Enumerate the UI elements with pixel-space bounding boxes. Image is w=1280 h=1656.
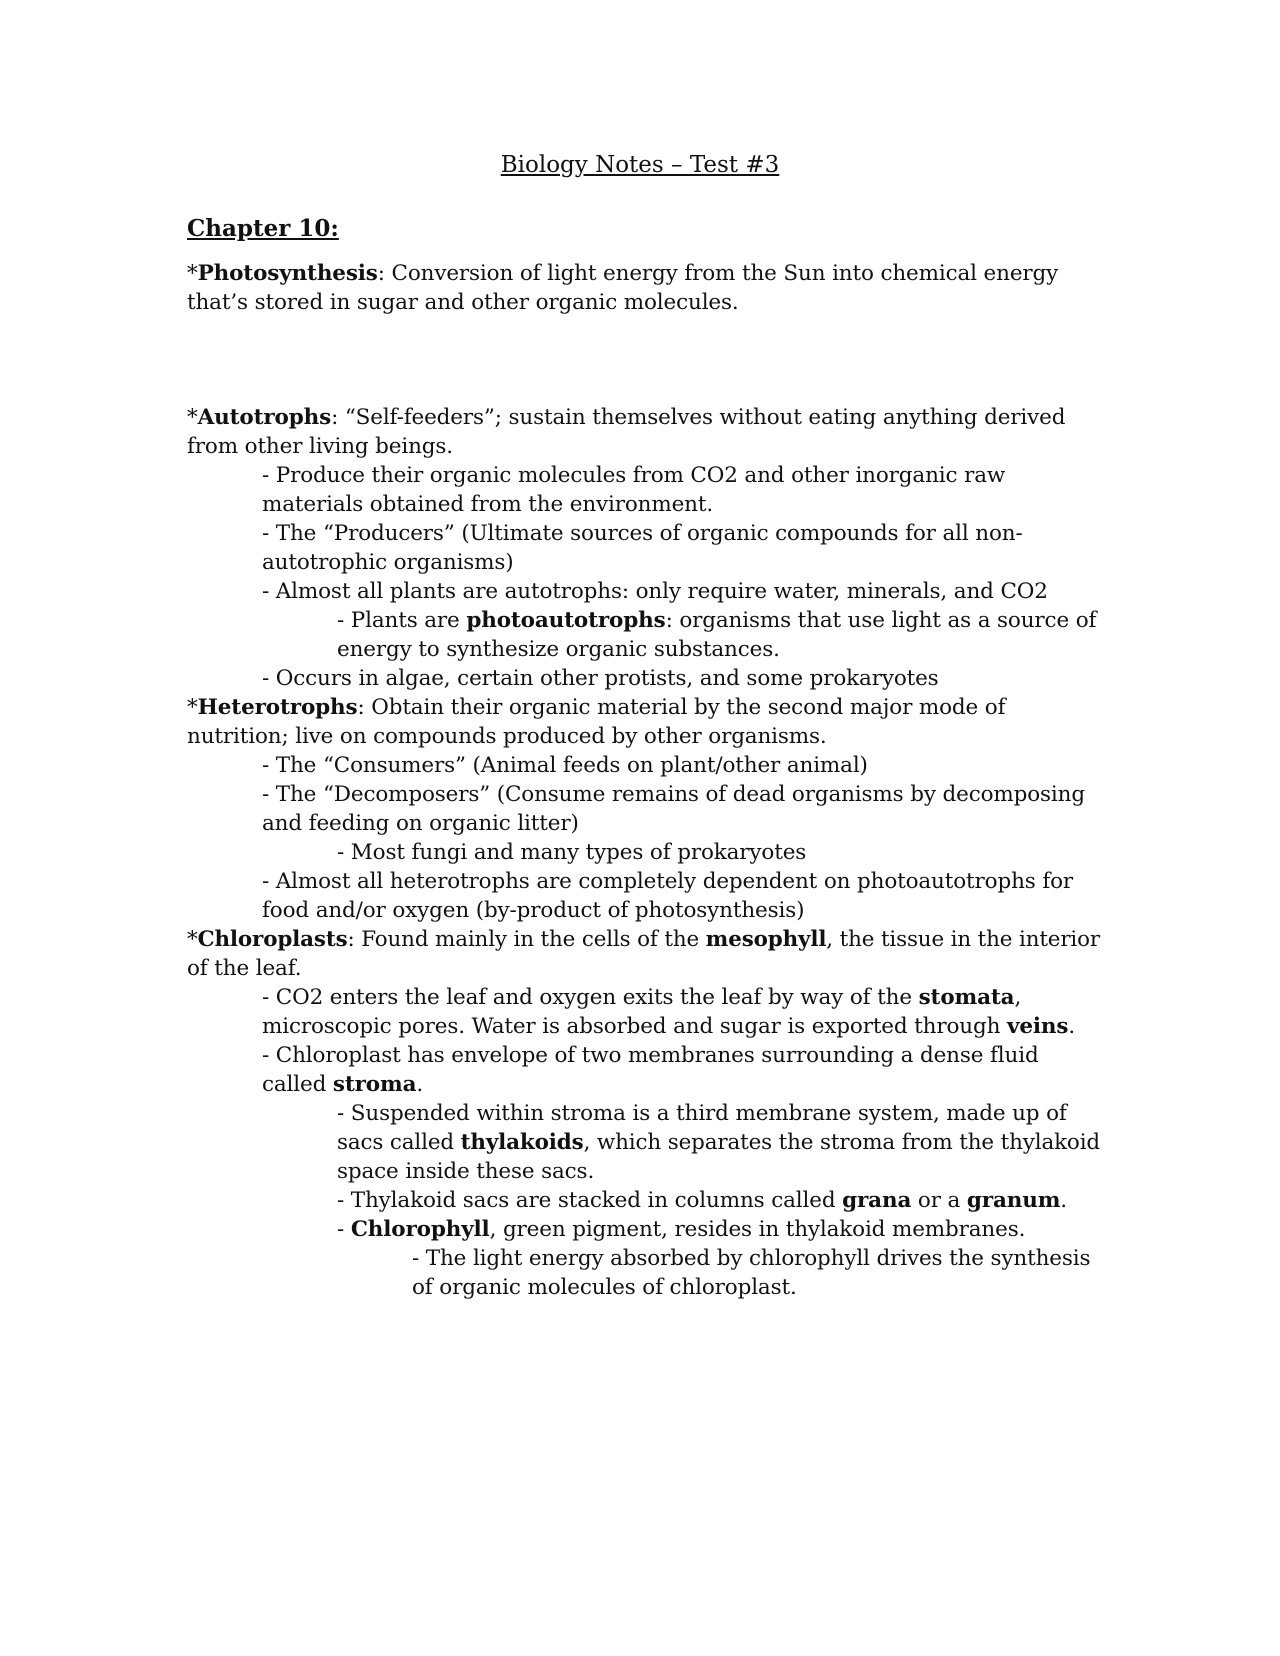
heterotrophs-bullet-3-cont: food and/or oxygen (by-product of photosynthesis) bbox=[262, 898, 805, 923]
heterotrophs-sub-bullet: - Most fungi and many types of prokaryotes bbox=[337, 840, 807, 865]
chloroplasts-sub-sub-bullet-cont: of organic molecules of chloroplast. bbox=[412, 1275, 797, 1300]
chloroplasts-bullet-2-cont: called stroma. bbox=[262, 1072, 424, 1097]
heterotrophs-term: Heterotrophs bbox=[197, 695, 358, 720]
stroma-term: stroma bbox=[332, 1072, 417, 1097]
photosynthesis-definition-line-2: that’s stored in sugar and other organic molecules. bbox=[187, 290, 739, 315]
mesophyll-term: mesophyll bbox=[705, 927, 827, 952]
chloroplasts-bullet-1-cont: microscopic pores. Water is absorbed and sugar is exported through veins. bbox=[262, 1014, 1075, 1039]
autotrophs-bullet-2-cont: autotrophic organisms) bbox=[262, 550, 514, 575]
page-title: Biology Notes – Test #3 bbox=[500, 152, 780, 178]
chlorophyll-term: Chlorophyll bbox=[350, 1217, 490, 1242]
heterotrophs-definition-line-1: *Heterotrophs: Obtain their organic material by the second major mode of bbox=[187, 695, 1006, 720]
photoautotrophs-term: photoautotrophs bbox=[466, 608, 666, 633]
stomata-term: stomata bbox=[918, 985, 1015, 1010]
autotrophs-bullet-4: - Occurs in algae, certain other protists, and some prokaryotes bbox=[262, 666, 939, 691]
chloroplasts-sub-bullet-3: - Chlorophyll, green pigment, resides in thylakoid membranes. bbox=[337, 1217, 1026, 1242]
autotrophs-definition-line-2: from other living beings. bbox=[187, 434, 453, 459]
chloroplasts-sub-bullet-1-cont-2: space inside these sacs. bbox=[337, 1159, 595, 1184]
chloroplasts-sub-bullet-2: - Thylakoid sacs are stacked in columns called grana or a granum. bbox=[337, 1188, 1067, 1213]
autotrophs-bullet-3: - Almost all plants are autotrophs: only require water, minerals, and CO2 bbox=[262, 579, 1048, 604]
chloroplasts-definition-line-2: of the leaf. bbox=[187, 956, 302, 981]
autotrophs-bullet-1: - Produce their organic molecules from CO2 and other inorganic raw bbox=[262, 463, 1006, 488]
grana-term: grana bbox=[842, 1188, 912, 1213]
chloroplasts-bullet-2: - Chloroplast has envelope of two membranes surrounding a dense fluid bbox=[262, 1043, 1039, 1068]
heterotrophs-bullet-3: - Almost all heterotrophs are completely dependent on photoautotrophs for bbox=[262, 869, 1074, 894]
chloroplasts-definition-line-1: *Chloroplasts: Found mainly in the cells of the mesophyll, the tissue in the interior bbox=[187, 927, 1100, 952]
photosynthesis-definition-line-1: *Photosynthesis: Conversion of light energy from the Sun into chemical energy bbox=[187, 261, 1059, 286]
autotrophs-sub-bullet-cont: energy to synthesize organic substances. bbox=[337, 637, 780, 662]
autotrophs-term: Autotrophs bbox=[197, 405, 332, 430]
autotrophs-bullet-1-cont: materials obtained from the environment. bbox=[262, 492, 714, 517]
chloroplasts-bullet-1: - CO2 enters the leaf and oxygen exits the leaf by way of the stomata, bbox=[262, 985, 1022, 1010]
heterotrophs-bullet-2-cont: and feeding on organic litter) bbox=[262, 811, 579, 836]
chloroplasts-sub-bullet-1: - Suspended within stroma is a third membrane system, made up of bbox=[337, 1101, 1067, 1126]
heterotrophs-bullet-2: - The “Decomposers” (Consume remains of dead organisms by decomposing bbox=[262, 782, 1085, 807]
chloroplasts-term: Chloroplasts bbox=[197, 927, 348, 952]
heterotrophs-bullet-1: - The “Consumers” (Animal feeds on plant/other animal) bbox=[262, 753, 868, 778]
chloroplasts-sub-bullet-1-cont: sacs called thylakoids, which separates the stroma from the thylakoid bbox=[337, 1130, 1100, 1155]
granum-term: granum bbox=[966, 1188, 1061, 1213]
autotrophs-definition-line-1: *Autotrophs: “Self-feeders”; sustain themselves without eating anything derived bbox=[187, 405, 1066, 430]
chapter-heading: Chapter 10: bbox=[187, 215, 339, 242]
autotrophs-bullet-2: - The “Producers” (Ultimate sources of organic compounds for all non- bbox=[262, 521, 1023, 546]
veins-term: veins bbox=[1006, 1014, 1069, 1039]
chloroplasts-sub-sub-bullet: - The light energy absorbed by chlorophyll drives the synthesis bbox=[412, 1246, 1091, 1271]
thylakoids-term: thylakoids bbox=[460, 1130, 584, 1155]
autotrophs-sub-bullet-photoautotrophs: - Plants are photoautotrophs: organisms that use light as a source of bbox=[337, 608, 1097, 633]
photosynthesis-term: Photosynthesis bbox=[197, 261, 378, 286]
heterotrophs-definition-line-2: nutrition; live on compounds produced by other organisms. bbox=[187, 724, 827, 749]
